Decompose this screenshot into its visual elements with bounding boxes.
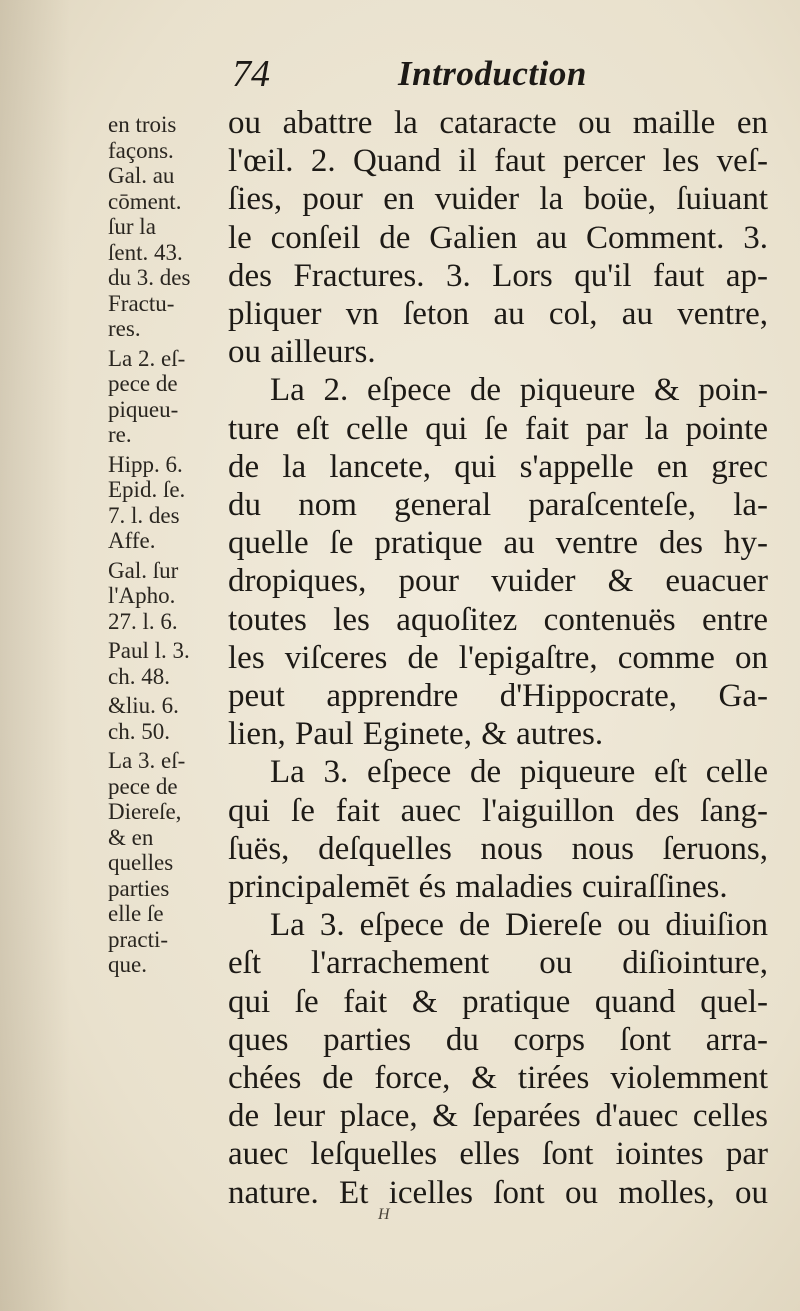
margin-note-group [108, 346, 218, 448]
text-line: des Fractures. 3. Lors qu'il faut ap- [228, 257, 768, 294]
margin-note: La 2. eſ- [108, 345, 186, 371]
margin-note: quelles [108, 850, 174, 875]
running-title: Introduction [398, 54, 587, 93]
margin-note: &liu. 6. [108, 693, 179, 718]
margin-note: Gal. au [108, 163, 175, 188]
margin-note: Affe. [108, 528, 156, 553]
margin-note: ſent. 43. [108, 239, 183, 265]
margin-note: Hipp. 6. [108, 451, 183, 477]
margin-note: 27. l. 6. [108, 608, 178, 634]
margin-note: practi- [108, 926, 169, 952]
text-line: ou ailleurs. [228, 334, 376, 371]
signature-mark: H [378, 1206, 390, 1223]
margin-note: Paul l. 3. [108, 638, 190, 663]
margin-note: La 3. eſ- [108, 748, 186, 773]
margin-note: l'Apho. [108, 583, 176, 608]
page-number: 74 [232, 53, 270, 95]
text-line: ques parties du corps ſont arra- [228, 1021, 768, 1058]
margin-note-group [108, 748, 218, 978]
text-line: peut apprendre d'Hippocrate, Ga- [228, 678, 768, 715]
margin-note: parties [108, 875, 170, 901]
text-line: auec leſquelles elles ſont iointes par [228, 1136, 768, 1173]
text-line: ſuës, deſquelles nous nous ſeruons, [228, 830, 768, 867]
text-line: dropiques, pour vuider & euacuer [228, 563, 768, 600]
text-line: le conſeil de Galien au Comment. 3. [228, 219, 768, 256]
text-line: quelle ſe pratique au ventre des hy- [228, 525, 768, 562]
margin-note: ch. 48. [108, 663, 170, 689]
margin-note: cōment. [108, 188, 182, 214]
margin-note: du 3. des [108, 265, 191, 290]
text-line: qui ſe fait & pratique quand quel- [228, 983, 768, 1020]
text-line: les viſceres de l'epigaſtre, comme on [228, 639, 768, 676]
margin-notes [108, 112, 218, 978]
margin-note: & en [108, 824, 154, 850]
margin-note: en trois [108, 112, 177, 137]
margin-note: ſur la [108, 214, 156, 239]
page-gutter-shadow [0, 0, 70, 1311]
text-line: La 2. eſpece de piqueure & poin- [270, 372, 768, 409]
text-line: qui ſe fait auec l'aiguillon des ſang- [228, 792, 768, 829]
margin-note: façons. [108, 137, 174, 163]
margin-note: Fractu- [108, 290, 175, 316]
text-line: La 3. eſpece de piqueure eſt celle [270, 754, 768, 791]
text-line: l'œil. 2. Quand il faut percer les veſ- [228, 143, 768, 180]
margin-note: re. [108, 422, 132, 447]
margin-note: piqueu- [108, 396, 179, 422]
margin-note: pece de [108, 371, 178, 396]
margin-note-group [108, 112, 218, 342]
text-line: du nom general paraſcenteſe, la- [228, 487, 768, 524]
margin-note: que. [108, 952, 147, 977]
margin-note: elle ſe [108, 901, 164, 926]
text-line: de la lancete, qui s'appelle en grec [228, 448, 768, 485]
text-line: nature. Et icelles ſont ou molles, ou [228, 1174, 768, 1211]
text-line: chées de force, & tirées violemment [228, 1060, 768, 1097]
margin-note-group [108, 558, 218, 635]
text-line: ture eſt celle qui ſe fait par la pointe [228, 410, 768, 447]
margin-note: res. [108, 316, 141, 341]
margin-note: pece de [108, 773, 178, 799]
margin-note: Epid. ſe. [108, 477, 186, 502]
text-line: La 3. eſpece de Diereſe ou diuiſion [270, 907, 768, 944]
margin-note: Diereſe, [108, 799, 182, 824]
text-line: de leur place, & ſeparées d'auec celles [228, 1098, 768, 1135]
text-line: principalemēt és maladies cuiraſſines. [228, 869, 728, 906]
text-line: ou abattre la cataracte ou maille en [228, 105, 768, 141]
body-text [228, 104, 768, 1212]
text-line: ſies, pour en vuider la boüe, ſuiuant [228, 181, 768, 218]
margin-note: Gal. ſur [108, 557, 179, 583]
page-header [0, 52, 800, 102]
margin-note: 7. l. des [108, 502, 180, 528]
margin-note-group [108, 452, 218, 554]
text-line: pliquer vn ſeton au col, au ventre, [228, 296, 768, 333]
margin-note-group [108, 638, 218, 689]
text-line: eſt l'arrachement ou diſiointure, [228, 945, 768, 982]
margin-note-group [108, 693, 218, 744]
text-line: lien, Paul Eginete, & autres. [228, 716, 604, 753]
margin-note: ch. 50. [108, 718, 170, 744]
text-line: toutes les aquoſitez contenuës entre [228, 601, 768, 638]
